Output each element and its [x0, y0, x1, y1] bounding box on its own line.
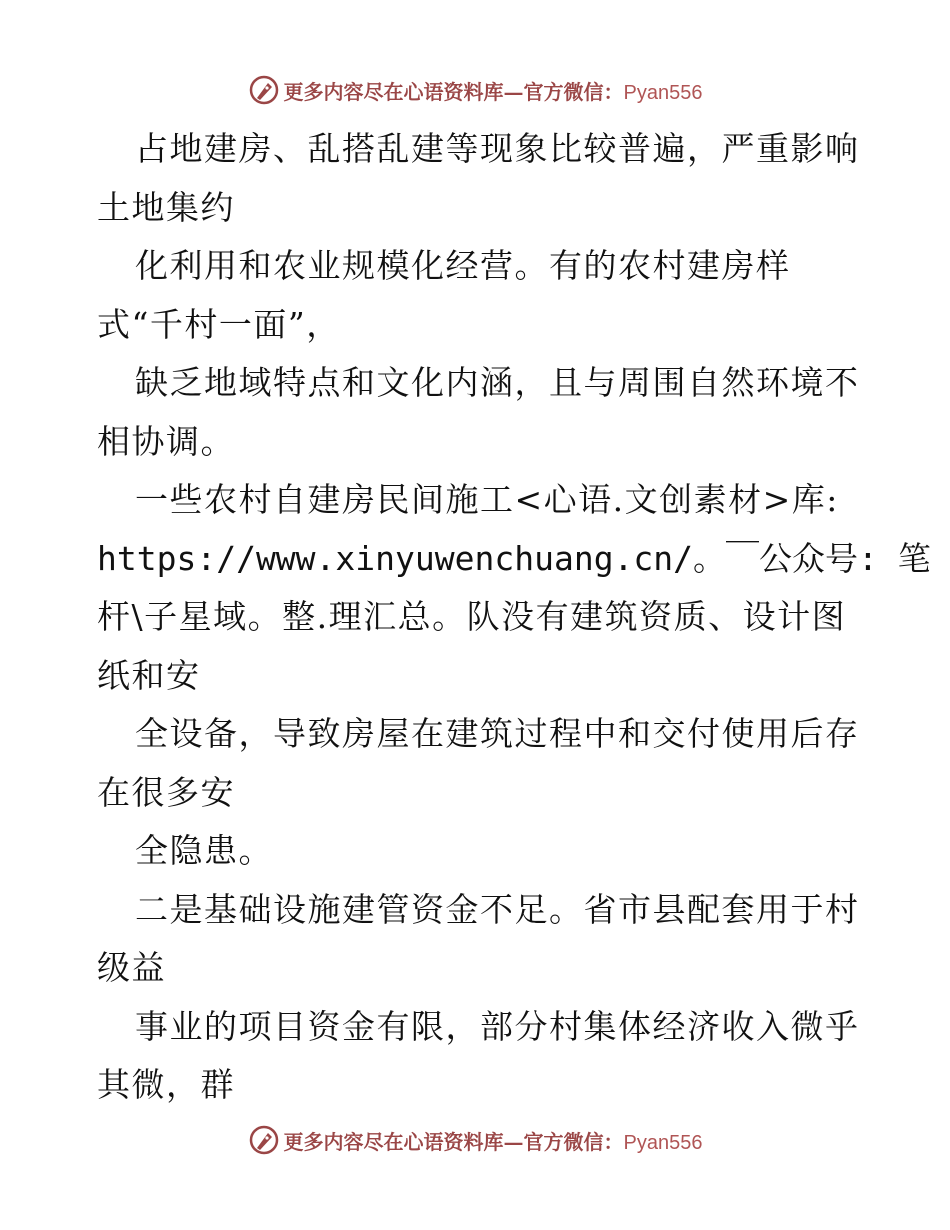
body-line: 占地建房、乱搭乱建等现象比较普遍，严重影响: [135, 129, 860, 168]
pen-nib-logo-icon: [248, 74, 280, 106]
body-line: 相协调。: [97, 421, 235, 461]
body-line: 杆\子星域。整.理汇总。队没有建筑资质、设计图: [97, 597, 847, 636]
body-line: 化利用和农业规模化经营。有的农村建房样: [135, 246, 791, 285]
banner-label: 更多内容尽在心语资料库—官方微信：: [283, 79, 624, 104]
body-line-url: https://www.xinyuwenchuang.cn/。￣公众号: 笔: [97, 538, 931, 578]
body-line: 纸和安: [97, 655, 201, 695]
banner-text: [284, 1126, 703, 1155]
body-line: 二是基础设施建管资金不足。省市县配套用于村: [135, 889, 860, 929]
footer-banner: [0, 1122, 950, 1158]
banner-label: 更多内容尽在心语资料库—官方微信：: [283, 1129, 624, 1154]
body-line: 全隐患。: [135, 831, 273, 870]
body-line: 级益: [97, 948, 166, 987]
body-line: 全设备，导致房屋在建筑过程中和交付使用后存: [135, 714, 860, 753]
banner-text: [284, 76, 703, 105]
banner-wechat-id: Pyan556: [623, 1131, 703, 1154]
body-line: 其微，群: [97, 1065, 235, 1104]
body-line: 缺乏地域特点和文化内涵，且与周围自然环境不: [135, 363, 860, 402]
body-line: 事业的项目资金有限，部分村集体经济收入微乎: [135, 1006, 860, 1046]
banner-wechat-id: Pyan556: [623, 81, 703, 104]
header-banner: [0, 72, 950, 108]
body-line: 式“千村一面”，: [97, 304, 341, 344]
pen-nib-logo-icon: [248, 1124, 280, 1156]
document-body: [97, 120, 931, 1115]
body-line: 土地集约: [97, 187, 235, 227]
body-line: 一些农村自建房民间施工<心语.文创素材>库:: [135, 480, 839, 519]
body-line: 在很多安: [97, 772, 235, 812]
